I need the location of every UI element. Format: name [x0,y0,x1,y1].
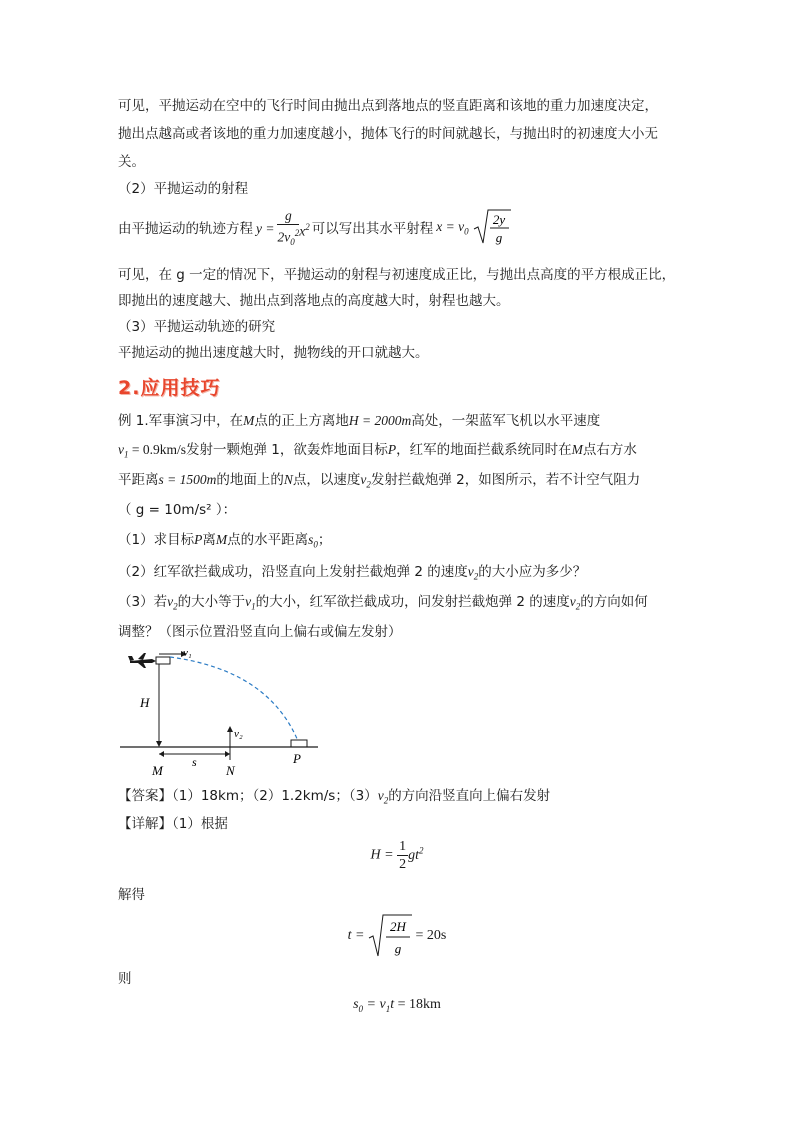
equation-rhs: $gt^2$ [408,845,424,863]
equation-lhs: $s_0 = v_1t$ [353,997,398,1014]
example-line-3 [118,471,640,494]
equation-rhs: = 20s [415,928,447,943]
value: s = 1500m [158,472,217,487]
symbol: M [571,442,583,457]
solve-label: 解得 [118,887,145,903]
symbol-v1: $v_1$ [118,442,129,460]
text-line: 抛出点越高或者该地的重力加速度越小，抛体飞行的时间就越长，与抛出时的初速度大小无 [118,126,658,142]
text: 由平抛运动的轨迹方程 [118,221,253,237]
example-line-2 [118,441,637,464]
text: 例 1.军事演习中，在 [118,413,244,429]
symbol-v2: $v_2$ [167,594,178,612]
text: ； [317,532,332,548]
equation-lhs: t = [347,928,365,943]
equation-2 [0,912,794,960]
text-line: 关。 [118,154,145,170]
fraction-half: $\frac{1}{2}$ [399,839,407,872]
text: 发射拦截炮弹 2，如图所示，若不计空气阻力 [370,472,641,488]
distance-arrow-right [225,751,230,757]
svg-text:g: g [394,941,401,956]
symbol: M [243,413,255,428]
section-title: 2.应用技巧 [118,377,221,399]
text: 平距离 [118,472,159,488]
text: 点的水平距离 [227,532,309,548]
label-s: s [192,755,197,769]
fraction: $\frac{g}{2v_0^2}$ [277,207,300,248]
value: H = 2000m [348,413,412,428]
projectile-box [156,657,170,664]
symbol-v2: $v_2$ [569,594,581,612]
detail-label: 【详解】 [118,816,172,832]
text: 的方向如何 [580,594,648,610]
text: 的大小，红军欲拦截成功，问发射拦截炮弹 2 的速度 [255,594,570,610]
label-v1: v₁ [183,647,192,659]
text-line: 即抛出的速度越大、抛出点到落地点的高度越大时，射程也越大。 [118,293,510,309]
text-line: 可见，平抛运动在空中的飞行时间由抛出点到落地点的竖直距离和该地的重力加速度决定， [118,98,658,114]
answer-line [118,787,550,810]
question-3 [118,593,648,616]
range-expr: $x = v_0$ [436,218,469,237]
symbol: P [387,442,397,457]
example-line-4: （ g = 10m/s² ）： [118,502,237,518]
sqrt-expression [472,207,512,252]
symbol: P [194,532,203,547]
label-H: H [140,695,150,710]
question-2 [118,563,586,586]
text: （3）若 [118,594,168,610]
label-v2: v₂ [234,728,243,740]
projectile-figure [118,645,328,780]
trajectory-equation-line [118,207,512,251]
label-M: M [152,763,163,778]
symbol-v1: $v_1$ [245,594,256,612]
distance-arrow-left [159,751,164,757]
value: = 0.9km/s [128,442,186,457]
section-heading: （3）平抛运动轨迹的研究 [118,319,276,335]
then-label: 则 [118,971,132,987]
text-line: 平抛运动的抛出速度越大时，抛物线的开口就越大。 [118,345,429,361]
text: 点的正上方离地 [254,413,349,429]
answer-label: 【答案】 [118,788,172,804]
text: （1）求目标 [118,532,195,548]
target-box [291,740,307,747]
symbol-v2: $v_2$ [360,472,371,490]
symbol-v2: $v_2$ [377,788,389,806]
example-line-1 [118,412,600,430]
text: 可以写出其水平射程 [311,221,434,237]
label-P: P [293,751,301,766]
text: （2）红军欲拦截成功，沿竖直向上发射拦截炮弹 2 的速度 [118,564,468,580]
text: 的地面上的 [216,472,284,488]
var-y: y = [256,221,275,236]
v2-arrowhead [227,726,233,732]
text: 离 [202,532,216,548]
sqrt-2H-over-g [367,912,413,960]
text-line: 可见，在 g 一定的情况下，平抛运动的射程与初速度成正比，与抛出点高度的平方根成正比， [118,267,676,283]
var-x2: $x^2$ [299,221,310,239]
text: 高处，一架蓝军飞机以水平速度 [411,413,601,429]
equation-3 [0,997,794,1014]
text: ，红军的地面拦截系统同时在 [396,442,572,458]
equation-1 [0,838,794,873]
detail-text: （1）根据 [172,816,228,832]
plane-icon [128,653,156,668]
symbol-s0: $s_0$ [308,532,318,550]
text: 的大小应为多少？ [478,564,587,580]
svg-text:g: g [495,229,502,245]
detail-line [118,815,228,833]
text: 点右方水 [582,442,637,458]
answer-text: （1）18km；（2）1.2km/s；（3） [172,788,378,804]
text: 的大小等于 [177,594,246,610]
section-heading: （2）平抛运动的射程 [118,181,249,197]
symbol: M [215,532,228,547]
question-1 [118,531,331,554]
answer-text: 的方向沿竖直向上偏右发射 [388,788,551,804]
equation-lhs: H = [370,847,394,863]
svg-text:2H: 2H [389,919,406,934]
question-3-cont: 调整？（图示位置沿竖直向上偏右或偏左发射） [118,624,402,640]
symbol: N [283,472,293,487]
svg-text:2y: 2y [492,211,505,227]
symbol-v2: $v_2$ [467,564,479,582]
height-arrow [156,741,162,747]
text: 点，以速度 [292,472,361,488]
equation-rhs: = 18km [397,997,441,1012]
label-N: N [226,763,235,778]
text: 发射一颗炮弹 1，欲轰炸地面目标 [186,442,388,458]
